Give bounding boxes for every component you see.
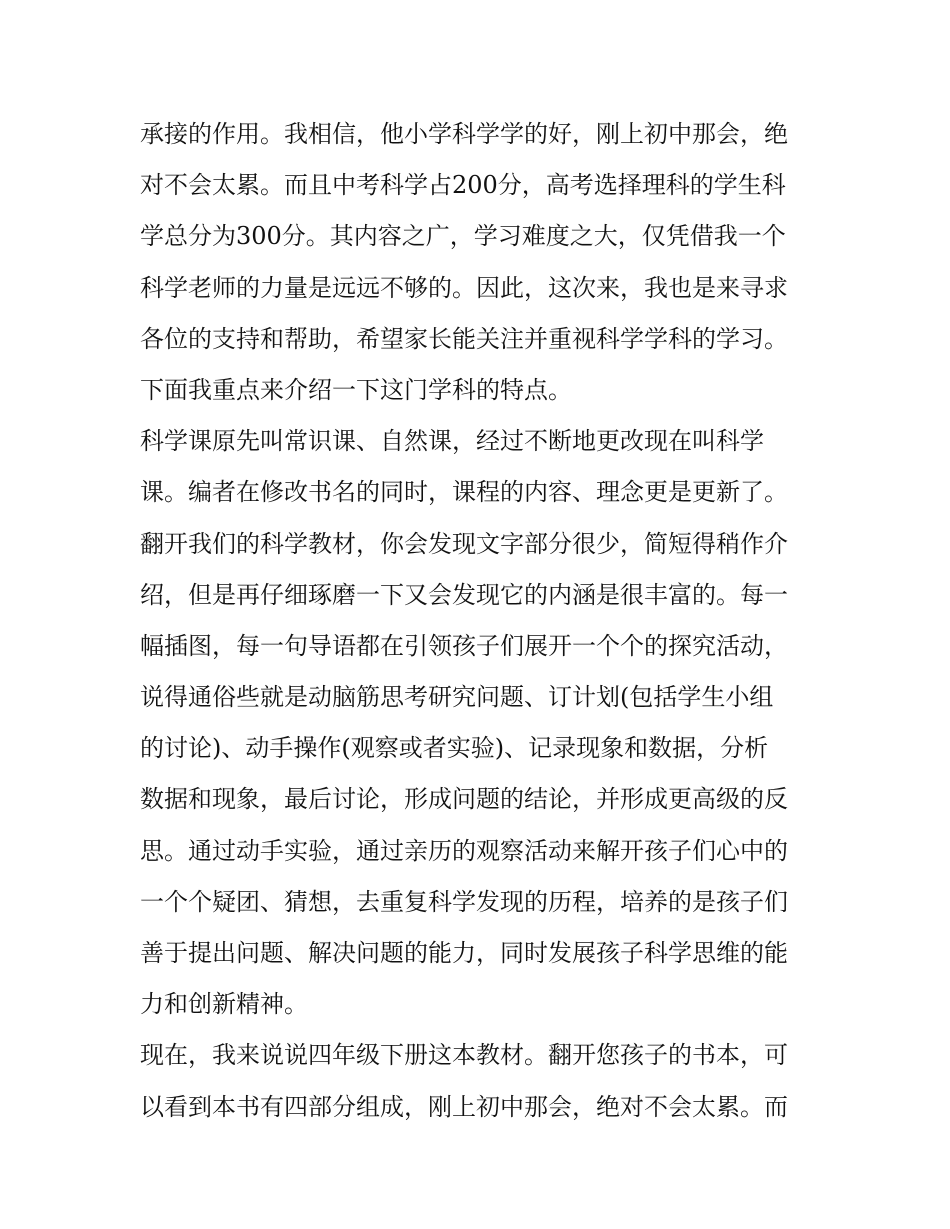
text-line: 翻开我们的科学教材，你会发现文字部分很少，简短得稍作介: [140, 529, 788, 558]
text-line: 学总分为300分。其内容之广，学习难度之大，仅凭借我一个: [140, 222, 786, 251]
text-line: 思。通过动手实验，通过亲历的观察活动来解开孩子们心中的: [140, 836, 788, 865]
text-line: 对不会太累。而且中考科学占200分，高考选择理科的学生科: [140, 171, 786, 200]
text-line: 科学课原先叫常识课、自然课，经过不断地更改现在叫科学: [140, 427, 764, 456]
text-line: 绍，但是再仔细琢磨一下又会发现它的内涵是很丰富的。每一: [140, 580, 788, 609]
text-line: 以看到本书有四部分组成，刚上初中那会，绝对不会太累。而: [140, 1092, 788, 1121]
text-line: 下面我重点来介绍一下这门学科的特点。: [140, 375, 572, 404]
text-line: 善于提出问题、解决问题的能力，同时发展孩子科学思维的能: [140, 939, 788, 967]
text-line: 各位的支持和帮助，希望家长能关注并重视科学学科的学习。: [140, 324, 788, 353]
text-line: 力和创新精神。: [140, 990, 308, 1019]
text-line: 数据和现象，最后讨论，形成问题的结论，并形成更高级的反: [140, 785, 788, 814]
text-line: 的讨论)、动手操作(观察或者实验)、记录现象和数据，分析: [140, 734, 769, 763]
text-line: 现在，我来说说四年级下册这本教材。翻开您孩子的书本，可: [140, 1041, 788, 1070]
text-line: 承接的作用。我相信，他小学科学学的好，刚上初中那会，绝: [140, 120, 788, 148]
text-line: 幅插图，每一句导语都在引领孩子们展开一个个的探究活动，: [140, 631, 788, 660]
body-text: [140, 109, 820, 1133]
text-line: 科学老师的力量是远远不够的。因此，这次来，我也是来寻求: [140, 273, 788, 302]
text-line: 说得通俗些就是动脑筋思考研究问题、订计划(包括学生小组: [140, 683, 774, 712]
text-line: 课。编者在修改书名的同时，课程的内容、理念更是更新了。: [140, 478, 788, 507]
text-line: 一个个疑团、猜想，去重复科学发现的历程，培养的是孩子们: [140, 887, 788, 916]
